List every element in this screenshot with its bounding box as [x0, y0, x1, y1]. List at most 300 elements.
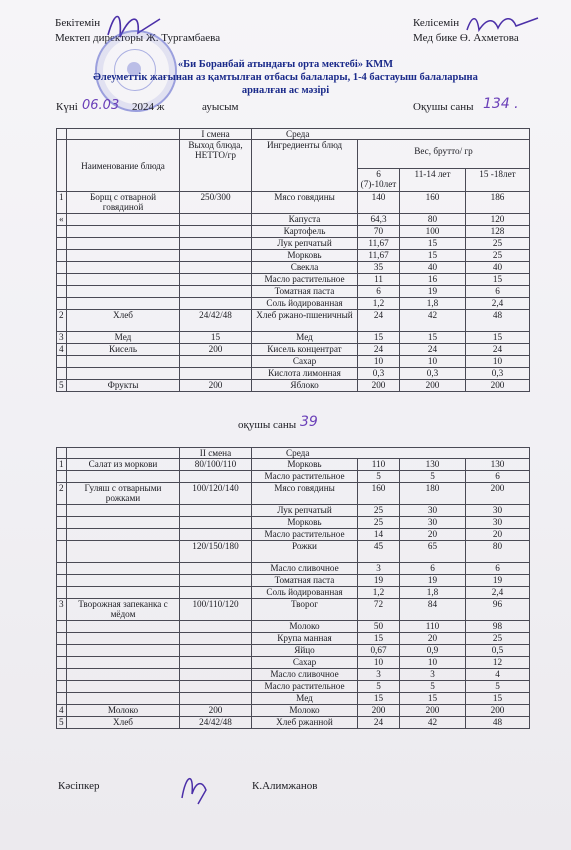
ingredient: Соль йодированная	[252, 587, 358, 599]
dish-name: Молоко	[67, 705, 180, 717]
row-number	[57, 286, 67, 298]
dish-output: 80/100/110	[180, 459, 252, 471]
ingredient: Морковь	[252, 517, 358, 529]
weight-age-2: 0,9	[400, 645, 466, 657]
dish-output	[180, 529, 252, 541]
dish-name	[67, 298, 180, 310]
weight-age-3: 130	[466, 459, 530, 471]
table-row	[57, 274, 530, 286]
weight-age-1: 25	[358, 517, 400, 529]
dish-name	[67, 633, 180, 645]
weight-age-3: 5	[466, 681, 530, 693]
dish-output	[180, 633, 252, 645]
weight-age-1: 6	[358, 286, 400, 298]
dish-output	[180, 563, 252, 575]
weight-age-1: 160	[358, 483, 400, 505]
dish-name	[67, 238, 180, 250]
table-row	[57, 214, 530, 226]
weight-age-1: 15	[358, 633, 400, 645]
dish-output	[180, 517, 252, 529]
weight-age-1: 11,67	[358, 238, 400, 250]
ingredient: Масло сливочное	[252, 669, 358, 681]
row-number	[57, 633, 67, 645]
weight-age-2: 40	[400, 262, 466, 274]
weight-age-3: 120	[466, 214, 530, 226]
dish-name	[67, 214, 180, 226]
dish-name	[67, 575, 180, 587]
dish-name	[67, 226, 180, 238]
dish-output	[180, 505, 252, 517]
weight-age-1: 15	[358, 332, 400, 344]
weight-age-3: 2,4	[466, 587, 530, 599]
table-row	[57, 368, 530, 380]
dish-output	[180, 274, 252, 286]
weight-age-2: 15	[400, 332, 466, 344]
weight-age-2: 180	[400, 483, 466, 505]
weight-age-2: 42	[400, 717, 466, 729]
ingredient: Капуста	[252, 214, 358, 226]
weight-age-2: 6	[400, 563, 466, 575]
row-number: 2	[57, 483, 67, 505]
row-number	[57, 471, 67, 483]
school-title: «Би Боранбай атындағы орта мектебі» КММ	[177, 59, 394, 70]
dish-name	[67, 587, 180, 599]
dish-output	[180, 575, 252, 587]
weight-age-3: 48	[466, 310, 530, 332]
dish-name	[67, 471, 180, 483]
agree-label: Келісемін	[413, 17, 460, 29]
row-number	[57, 541, 67, 563]
row-number	[57, 587, 67, 599]
weight-age-2: 24	[400, 344, 466, 356]
row-number	[57, 274, 67, 286]
weight-age-1: 10	[358, 356, 400, 368]
weight-age-1: 50	[358, 621, 400, 633]
weight-age-3: 15	[466, 274, 530, 286]
table-row	[57, 705, 530, 717]
row-number	[57, 657, 67, 669]
weight-age-1: 200	[358, 380, 400, 392]
weight-age-1: 24	[358, 344, 400, 356]
ingredient: Масло сливочное	[252, 563, 358, 575]
day-label: Күні	[56, 101, 78, 113]
dish-name	[67, 262, 180, 274]
table-row	[57, 563, 530, 575]
weight-age-3: 200	[466, 380, 530, 392]
weight-age-2: 20	[400, 529, 466, 541]
weight-age-2: 3	[400, 669, 466, 681]
ingredient: Сахар	[252, 657, 358, 669]
weight-age-2: 5	[400, 681, 466, 693]
ingredient: Лук репчатый	[252, 238, 358, 250]
dish-output	[180, 681, 252, 693]
weight-age-3: 186	[466, 192, 530, 214]
dish-output	[180, 669, 252, 681]
weight-age-1: 19	[358, 575, 400, 587]
ingredient: Масло растительное	[252, 471, 358, 483]
dish-output: 15	[180, 332, 252, 344]
col-age-2: 11-14 лет	[400, 169, 466, 192]
table-row	[57, 657, 530, 669]
row-number	[57, 262, 67, 274]
dish-output	[180, 693, 252, 705]
weight-age-1: 200	[358, 705, 400, 717]
dish-name: Гуляш с отварными рожками	[67, 483, 180, 505]
dish-output	[180, 621, 252, 633]
dish-name	[67, 693, 180, 705]
col-ingredients: Ингредиенты блюд	[252, 140, 358, 192]
menu-subtitle-2: арналған ас мәзірі	[241, 85, 330, 96]
dish-name: Фрукты	[67, 380, 180, 392]
shift1-label: I смена	[180, 129, 252, 140]
weight-age-3: 80	[466, 541, 530, 563]
weight-age-1: 0,3	[358, 368, 400, 380]
table-row	[57, 250, 530, 262]
weight-age-3: 6	[466, 471, 530, 483]
weight-age-2: 42	[400, 310, 466, 332]
dish-name: Хлеб	[67, 310, 180, 332]
table-row	[57, 332, 530, 344]
dish-output	[180, 645, 252, 657]
ingredient: Томатная паста	[252, 575, 358, 587]
weight-age-2: 84	[400, 599, 466, 621]
dish-name: Кисель	[67, 344, 180, 356]
table-row	[57, 483, 530, 505]
weight-age-3: 25	[466, 250, 530, 262]
weight-age-2: 65	[400, 541, 466, 563]
dish-output: 200	[180, 344, 252, 356]
row-number	[57, 250, 67, 262]
approve-label: Бекітемін	[55, 17, 101, 29]
table-row	[57, 599, 530, 621]
dish-output	[180, 214, 252, 226]
weight-age-3: 24	[466, 344, 530, 356]
dish-name: Салат из моркови	[67, 459, 180, 471]
table-row	[57, 262, 530, 274]
weight-age-3: 200	[466, 705, 530, 717]
weight-age-2: 19	[400, 575, 466, 587]
dish-output	[180, 368, 252, 380]
weight-age-2: 30	[400, 517, 466, 529]
ingredient: Свекла	[252, 262, 358, 274]
weight-age-2: 160	[400, 192, 466, 214]
nurse-line: Мед бике Ө. Ахметова	[413, 32, 519, 44]
table-row	[57, 645, 530, 657]
table-row	[57, 587, 530, 599]
weight-age-3: 19	[466, 575, 530, 587]
row-number: 3	[57, 599, 67, 621]
ingredient: Морковь	[252, 459, 358, 471]
ingredient: Масло растительное	[252, 274, 358, 286]
table-row	[57, 669, 530, 681]
weight-age-2: 100	[400, 226, 466, 238]
weight-age-3: 6	[466, 563, 530, 575]
weight-age-2: 130	[400, 459, 466, 471]
dish-output: 100/110/120	[180, 599, 252, 621]
ingredient: Масло растительное	[252, 529, 358, 541]
row-number: 1	[57, 459, 67, 471]
weight-age-2: 1,8	[400, 587, 466, 599]
weight-age-3: 98	[466, 621, 530, 633]
dish-name	[67, 368, 180, 380]
table-row	[57, 298, 530, 310]
dish-name: Мед	[67, 332, 180, 344]
row-number	[57, 517, 67, 529]
col-dish-name: Наименование блюда	[67, 140, 180, 192]
row-number: 1	[57, 192, 67, 214]
weight-age-2: 5	[400, 471, 466, 483]
weight-age-1: 0,67	[358, 645, 400, 657]
dish-output: 24/42/48	[180, 310, 252, 332]
row-number: 5	[57, 380, 67, 392]
weight-age-3: 30	[466, 505, 530, 517]
dish-output	[180, 286, 252, 298]
year-label: 2024 ж	[132, 101, 165, 113]
menu-table-shift2	[56, 447, 530, 729]
dish-name	[67, 669, 180, 681]
dish-output	[180, 250, 252, 262]
row-number	[57, 226, 67, 238]
weight-age-1: 1,2	[358, 587, 400, 599]
students2-label: оқушы саны	[238, 419, 297, 431]
entrepreneur-signature	[172, 768, 222, 808]
ingredient: Кисель концентрат	[252, 344, 358, 356]
table-row	[57, 693, 530, 705]
row-number	[57, 368, 67, 380]
ingredient: Мед	[252, 693, 358, 705]
dish-output: 120/150/180	[180, 541, 252, 563]
weight-age-1: 25	[358, 505, 400, 517]
row-number	[57, 356, 67, 368]
weight-age-3: 48	[466, 717, 530, 729]
dish-output	[180, 238, 252, 250]
table-row	[57, 192, 530, 214]
weight-age-1: 5	[358, 681, 400, 693]
weight-age-2: 10	[400, 356, 466, 368]
weight-age-1: 35	[358, 262, 400, 274]
weight-age-3: 0,5	[466, 645, 530, 657]
menu-subtitle-1: Әлеуметтік жағынан аз қамтылған отбасы балалары, 1-4 бастауыш балаларына	[93, 72, 478, 83]
col-age-3: 15 -18лет	[466, 169, 530, 192]
weight-age-2: 110	[400, 621, 466, 633]
shift1-day: Среда	[252, 129, 530, 140]
weight-age-3: 2,4	[466, 298, 530, 310]
weight-age-2: 80	[400, 214, 466, 226]
weight-age-3: 6	[466, 286, 530, 298]
dish-name	[67, 356, 180, 368]
dish-name	[67, 517, 180, 529]
students2-value: 39	[300, 414, 318, 430]
dish-output	[180, 262, 252, 274]
table-row	[57, 380, 530, 392]
row-number	[57, 669, 67, 681]
weight-age-2: 1,8	[400, 298, 466, 310]
weight-age-2: 19	[400, 286, 466, 298]
dish-output	[180, 657, 252, 669]
weight-age-3: 128	[466, 226, 530, 238]
weight-age-3: 25	[466, 633, 530, 645]
weight-age-3: 40	[466, 262, 530, 274]
weight-age-1: 24	[358, 717, 400, 729]
row-number: 3	[57, 332, 67, 344]
table-row	[57, 286, 530, 298]
weight-age-3: 30	[466, 517, 530, 529]
weight-age-2: 200	[400, 380, 466, 392]
weight-age-1: 11,67	[358, 250, 400, 262]
dish-name	[67, 250, 180, 262]
row-number	[57, 563, 67, 575]
dish-output	[180, 587, 252, 599]
ingredient: Творог	[252, 599, 358, 621]
dish-name	[67, 657, 180, 669]
dish-name	[67, 541, 180, 563]
weight-age-1: 14	[358, 529, 400, 541]
weight-age-1: 3	[358, 669, 400, 681]
weight-age-3: 0,3	[466, 368, 530, 380]
dish-name	[67, 505, 180, 517]
dish-output	[180, 356, 252, 368]
ingredient: Сахар	[252, 356, 358, 368]
shift2-label: II смена	[180, 448, 252, 459]
weight-age-1: 140	[358, 192, 400, 214]
row-number: 4	[57, 705, 67, 717]
table-row	[57, 238, 530, 250]
dish-output	[180, 226, 252, 238]
dish-output: 200	[180, 380, 252, 392]
dish-name	[67, 681, 180, 693]
row-number	[57, 621, 67, 633]
weight-age-3: 10	[466, 356, 530, 368]
table-row	[57, 529, 530, 541]
dish-name: Хлеб	[67, 717, 180, 729]
weight-age-2: 30	[400, 505, 466, 517]
table-row	[57, 505, 530, 517]
weight-age-2: 16	[400, 274, 466, 286]
ingredient: Картофель	[252, 226, 358, 238]
row-number	[57, 505, 67, 517]
dish-name: Творожная запеканка с мёдом	[67, 599, 180, 621]
ingredient: Молоко	[252, 621, 358, 633]
table-row	[57, 681, 530, 693]
weight-age-2: 10	[400, 657, 466, 669]
ingredient: Мясо говядины	[252, 483, 358, 505]
weight-age-3: 25	[466, 238, 530, 250]
weight-age-3: 15	[466, 332, 530, 344]
dish-name	[67, 529, 180, 541]
col-weight: Вес, брутто/ гр	[358, 140, 530, 169]
table-row	[57, 344, 530, 356]
weight-age-1: 24	[358, 310, 400, 332]
weight-age-2: 20	[400, 633, 466, 645]
weight-age-3: 20	[466, 529, 530, 541]
ingredient: Крупа манная	[252, 633, 358, 645]
weight-age-1: 110	[358, 459, 400, 471]
dish-name	[67, 286, 180, 298]
weight-age-1: 15	[358, 693, 400, 705]
row-number	[57, 238, 67, 250]
dish-output: 24/42/48	[180, 717, 252, 729]
table-row	[57, 517, 530, 529]
weight-age-3: 15	[466, 693, 530, 705]
table-row	[57, 310, 530, 332]
ingredient: Хлеб ржано-пшеничный	[252, 310, 358, 332]
row-number: 4	[57, 344, 67, 356]
weight-age-2: 15	[400, 250, 466, 262]
row-number: 2	[57, 310, 67, 332]
table-row	[57, 633, 530, 645]
dish-output: 100/120/140	[180, 483, 252, 505]
ingredient: Яйцо	[252, 645, 358, 657]
dish-name	[67, 563, 180, 575]
students-label: Оқушы саны	[413, 101, 474, 113]
dish-name: Борщ с отварной говядиной	[67, 192, 180, 214]
weight-age-1: 70	[358, 226, 400, 238]
weight-age-1: 5	[358, 471, 400, 483]
weight-age-1: 64,3	[358, 214, 400, 226]
col-output: Выход блюда, НЕТТО/гр	[180, 140, 252, 192]
dish-name	[67, 645, 180, 657]
weight-age-1: 3	[358, 563, 400, 575]
ingredient: Морковь	[252, 250, 358, 262]
row-number	[57, 298, 67, 310]
month-label: ауысым	[202, 101, 239, 113]
row-number: 5	[57, 717, 67, 729]
ingredient: Мясо говядины	[252, 192, 358, 214]
nurse-signature	[462, 10, 542, 40]
shift2-day: Среда	[252, 448, 530, 459]
row-number: «	[57, 214, 67, 226]
weight-age-1: 10	[358, 657, 400, 669]
dish-output	[180, 298, 252, 310]
ingredient: Соль йодированная	[252, 298, 358, 310]
row-number	[57, 693, 67, 705]
weight-age-1: 45	[358, 541, 400, 563]
ingredient: Хлеб ржанной	[252, 717, 358, 729]
dish-output: 200	[180, 705, 252, 717]
weight-age-2: 15	[400, 693, 466, 705]
students-value: 134 .	[483, 96, 519, 112]
table-row	[57, 541, 530, 563]
director-line: Мектеп директоры Ж. Тургамбаева	[55, 32, 221, 44]
table-row	[57, 356, 530, 368]
ingredient: Яблоко	[252, 380, 358, 392]
ingredient: Томатная паста	[252, 286, 358, 298]
ingredient: Рожки	[252, 541, 358, 563]
ingredient: Мед	[252, 332, 358, 344]
table-row	[57, 575, 530, 587]
weight-age-1: 72	[358, 599, 400, 621]
table-row	[57, 459, 530, 471]
table-row	[57, 717, 530, 729]
ingredient: Масло растительное	[252, 681, 358, 693]
weight-age-3: 4	[466, 669, 530, 681]
col-age-1: 6 (7)-10лет	[358, 169, 400, 192]
dish-name	[67, 274, 180, 286]
weight-age-1: 11	[358, 274, 400, 286]
dish-output: 250/300	[180, 192, 252, 214]
weight-age-3: 200	[466, 483, 530, 505]
row-number	[57, 645, 67, 657]
row-number	[57, 681, 67, 693]
table-row	[57, 226, 530, 238]
entrepreneur-label: Кәсіпкер	[58, 780, 100, 792]
ingredient: Кислота лимонная	[252, 368, 358, 380]
table-row	[57, 471, 530, 483]
weight-age-3: 12	[466, 657, 530, 669]
weight-age-2: 15	[400, 238, 466, 250]
day-value: 06.03	[82, 98, 120, 113]
weight-age-2: 200	[400, 705, 466, 717]
